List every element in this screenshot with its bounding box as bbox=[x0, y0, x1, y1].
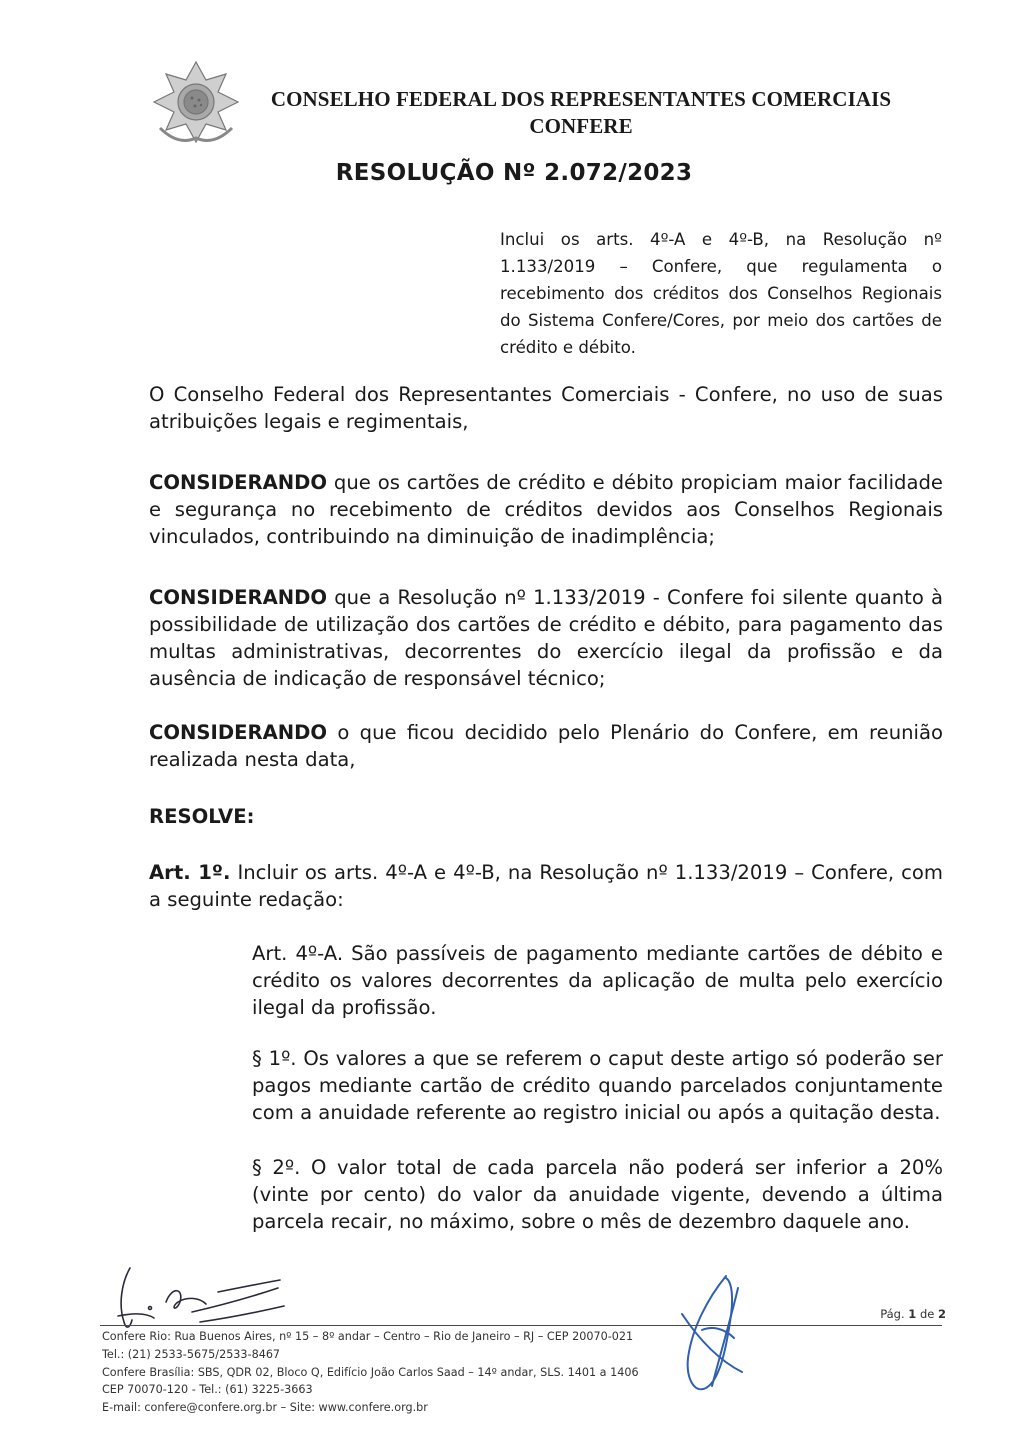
considerando-text: o que ficou decidido pelo Plenário do Confere, em reunião realizada nesta data, bbox=[149, 721, 943, 771]
brazil-coat-of-arms-icon bbox=[148, 58, 244, 146]
article-1-label: Art. 1º. bbox=[149, 861, 231, 884]
footer-line-address-rio: Confere Rio: Rua Buenos Aires, nº 15 – 8º andar – Centro – Rio de Janeiro – RJ – CEP 20070-021 bbox=[102, 1330, 634, 1343]
resolution-title: RESOLUÇÃO Nº 2.072/2023 bbox=[335, 160, 693, 186]
footer-line-address-brasilia: Confere Brasília: SBS, QDR 02, Bloco Q, Edifício João Carlos Saad – 14º andar, SLS. 1401 a 1406 bbox=[102, 1365, 639, 1379]
preamble-paragraph: O Conselho Federal dos Representantes Comerciais - Confere, no uso de suas atribuições legais e regimentais, bbox=[149, 383, 943, 433]
considerando-paragraph-1 bbox=[149, 469, 943, 550]
footer-contact bbox=[102, 1328, 662, 1417]
footer-rule bbox=[100, 1325, 942, 1326]
organization-name bbox=[250, 86, 912, 140]
ementa-text: Inclui os arts. 4º-A e 4º-B, na Resolução nº 1.133/2019 – Confere, que regulamenta o recebimento dos créditos dos Conselhos Regionais do Sistema Confere/Cores, por meio dos cartões de crédito e débito. bbox=[500, 230, 942, 357]
considerando-label: CONSIDERANDO bbox=[149, 721, 328, 744]
quoted-article-4a: Art. 4º-A. São passíveis de pagamento mediante cartões de débito e crédito os valores decorrentes da aplicação de multa pelo exercício ilegal da profissão. bbox=[252, 942, 943, 1019]
handwritten-signature-right bbox=[668, 1268, 760, 1408]
footer-line-phone-rio: Tel.: (21) 2533-5675/2533-8467 bbox=[102, 1347, 281, 1361]
considerando-text: que a Resolução nº 1.133/2019 - Confere foi silente quanto à possibilidade de utilização dos cartões de crédito e débito, para pagamento das multas administrativas, decorrentes do exercício ilegal da profissão e da ausência de indicação de responsável técnico; bbox=[149, 586, 943, 690]
quoted-paragraph-2: § 2º. O valor total de cada parcela não poderá ser inferior a 20% (vinte por cento) do valor da anuidade vigente, devendo a última parcela recair, no máximo, sobre o mês de dezembro daquele ano. bbox=[252, 1156, 943, 1233]
footer-line-cep-brasilia: CEP 70070-120 - Tel.: (61) 3225-3663 bbox=[102, 1383, 313, 1397]
organization-name-line2: CONFERE bbox=[529, 114, 633, 138]
considerando-paragraph-3 bbox=[149, 719, 943, 773]
considerando-text: que os cartões de crédito e débito propiciam maior facilidade e segurança no recebimento de créditos devidos aos Conselhos Regionais vinculados, contribuindo na diminuição de inadimplência; bbox=[149, 471, 943, 548]
page-number: Pág. 1 de 2 bbox=[880, 1307, 946, 1321]
resolve-label: RESOLVE: bbox=[149, 805, 255, 828]
article-1-text: Incluir os arts. 4º-A e 4º-B, na Resolução nº 1.133/2019 – Confere, com a seguinte redação: bbox=[149, 861, 943, 911]
quoted-paragraph-1: § 1º. Os valores a que se referem o caput deste artigo só poderão ser pagos mediante cartão de crédito quando parcelados conjuntamente com a anuidade referente ao registro inicial ou após a quitação desta. bbox=[252, 1047, 943, 1124]
article-1-paragraph bbox=[149, 859, 943, 913]
footer-line-email-site: E-mail: confere@confere.org.br – Site: www.confere.org.br bbox=[102, 1401, 428, 1415]
organization-name-line1: CONSELHO FEDERAL DOS REPRESENTANTES COMERCIAIS bbox=[270, 87, 892, 111]
considerando-label: CONSIDERANDO bbox=[149, 471, 328, 494]
resolve-heading bbox=[149, 803, 943, 830]
considerando-paragraph-2 bbox=[149, 584, 943, 692]
considerando-label: CONSIDERANDO bbox=[149, 586, 328, 609]
